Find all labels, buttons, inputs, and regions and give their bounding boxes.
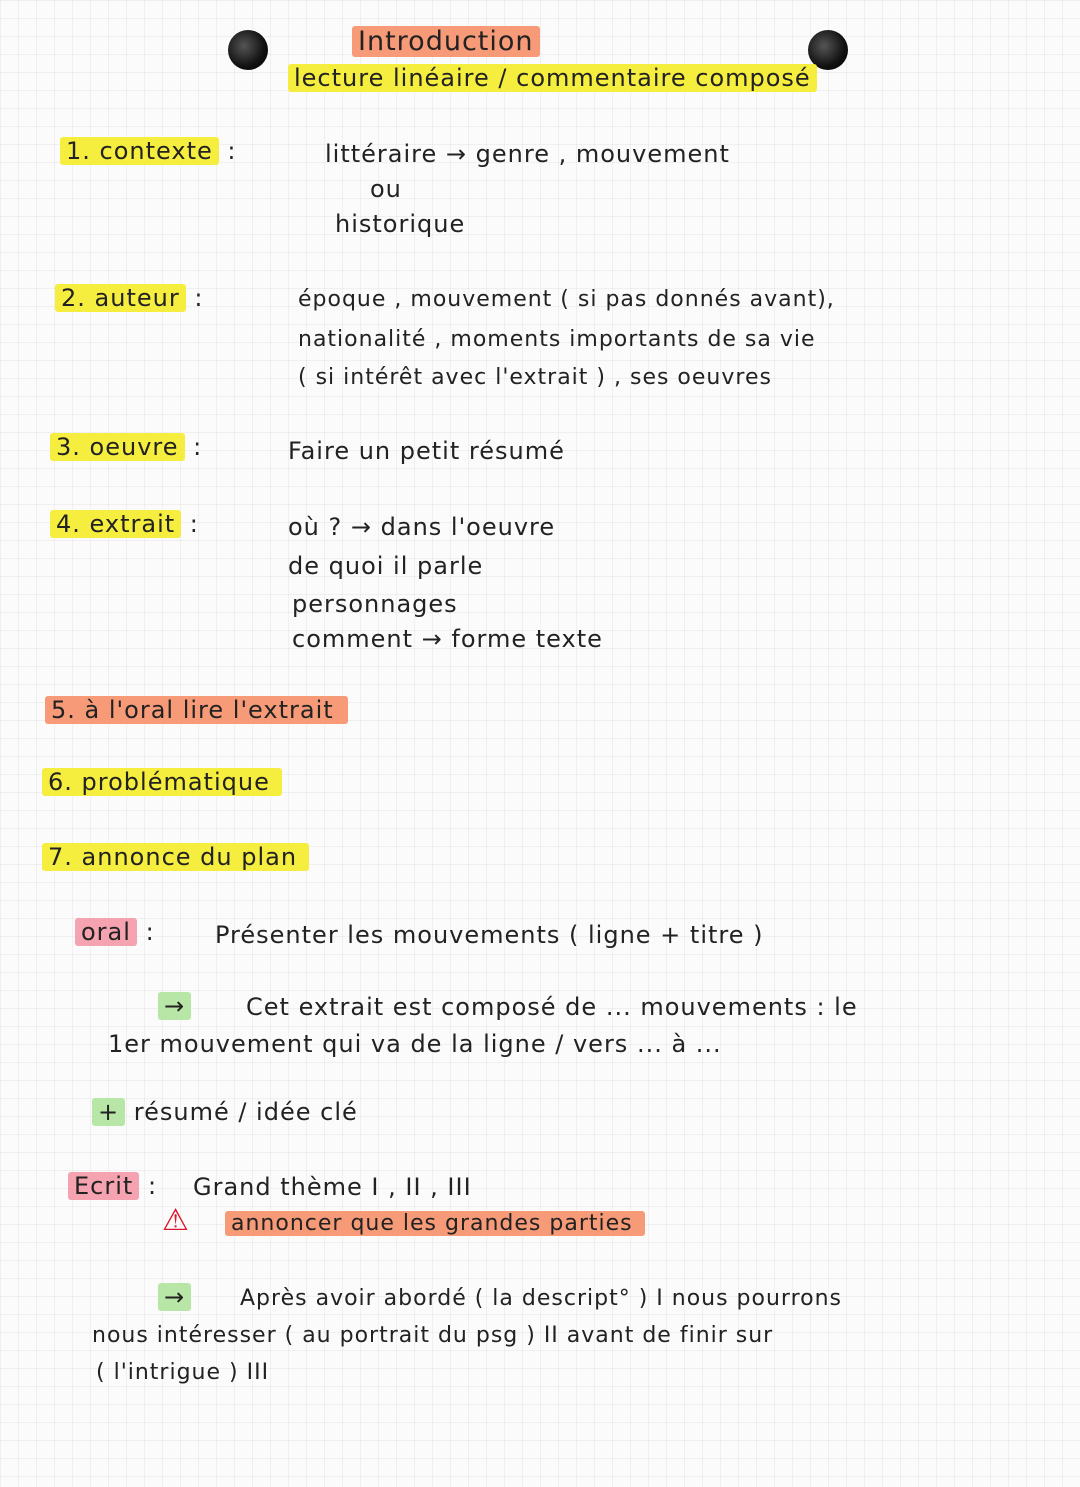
ecrit-warning: annoncer que les grandes parties: [225, 1211, 645, 1237]
oral-plus-line: + résumé / idée clé: [92, 1098, 358, 1127]
section-4-line-4: comment → forme texte: [292, 625, 603, 653]
ecrit-text-3: ( l'intrigue ) III: [96, 1360, 270, 1385]
oral-text-2: 1er mouvement qui va de la ligne / vers ... à ...: [108, 1030, 722, 1058]
section-3-line-1: Faire un petit résumé: [288, 437, 565, 465]
oral-arrow: [158, 992, 191, 1021]
section-2-line-3: ( si intérêt avec l'extrait ) , ses oeuvres: [298, 365, 772, 390]
page-title: Introduction: [352, 26, 540, 58]
section-1-line-1: littéraire → genre , mouvement: [325, 140, 730, 168]
ecrit-arrow: [158, 1283, 191, 1312]
section-1-line-2: ou: [370, 175, 402, 203]
binder-hole-left: [228, 30, 268, 70]
warning-icon: ⚠: [162, 1203, 189, 1238]
arrow-right-icon: →: [158, 992, 191, 1020]
section-6-heading: 6. problématique: [42, 768, 282, 797]
oral-label: oral :: [75, 918, 155, 947]
section-2-line-2: nationalité , moments importants de sa vie: [298, 327, 816, 352]
section-2-line-1: époque , mouvement ( si pas donnés avant),: [298, 287, 835, 312]
ecrit-text-2: nous intéresser ( au portrait du psg ) II avant de finir sur: [92, 1323, 774, 1348]
oral-line: Présenter les mouvements ( ligne + titre ): [215, 921, 764, 949]
section-1-heading: 1. contexte :: [60, 137, 237, 166]
page-subtitle: lecture linéaire / commentaire composé: [288, 64, 817, 93]
ecrit-line: Grand thème I , II , III: [193, 1173, 472, 1201]
ecrit-text-1: Après avoir abordé ( la descript° ) I nous pourrons: [240, 1286, 843, 1311]
section-4-line-3: personnages: [292, 590, 458, 618]
section-4-line-1: où ? → dans l'oeuvre: [288, 513, 556, 541]
section-1-line-3: historique: [335, 210, 466, 238]
oral-text-1: Cet extrait est composé de ... mouvements : le: [246, 993, 858, 1021]
arrow-right-icon: →: [158, 1283, 191, 1311]
section-3-heading: 3. oeuvre :: [50, 433, 202, 462]
section-7-heading: 7. annonce du plan: [42, 843, 309, 872]
section-5-heading: 5. à l'oral lire l'extrait: [45, 696, 348, 725]
ecrit-label: Ecrit :: [68, 1172, 157, 1201]
section-2-heading: 2. auteur :: [55, 284, 203, 313]
section-4-line-2: de quoi il parle: [288, 552, 484, 580]
section-4-heading: 4. extrait :: [50, 510, 199, 539]
